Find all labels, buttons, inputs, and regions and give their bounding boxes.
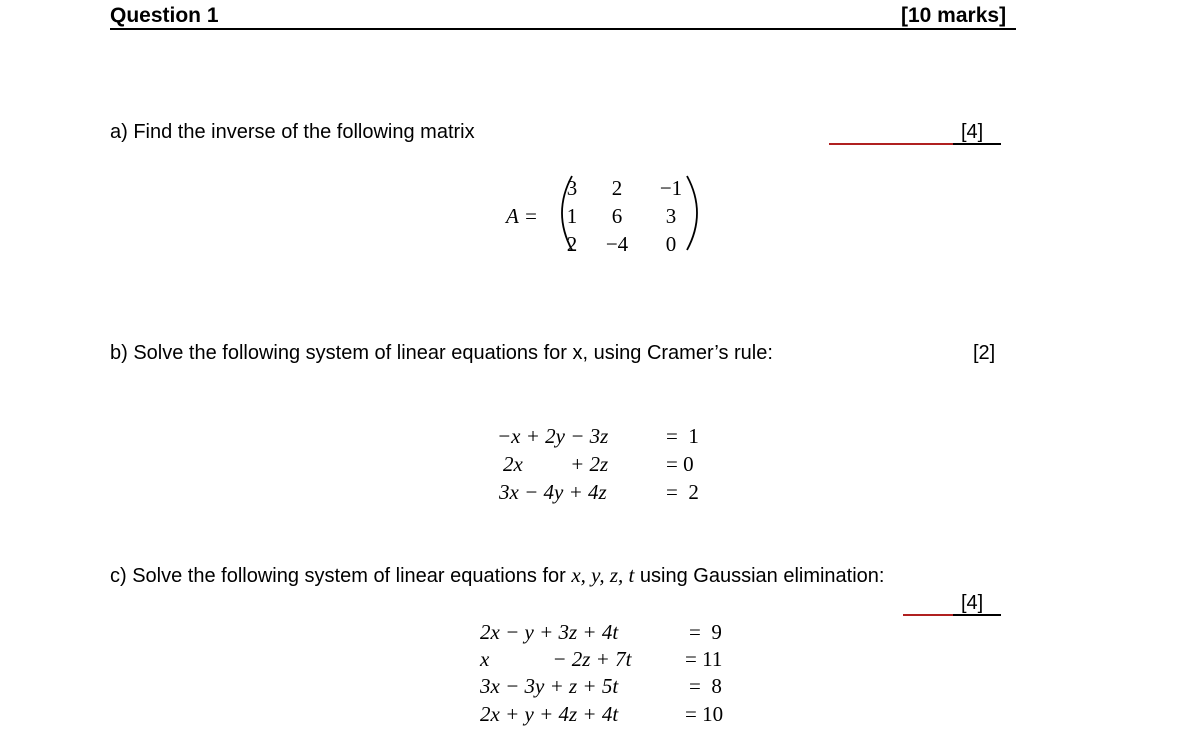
part-a-prompt: a) Find the inverse of the following matrix — [110, 121, 475, 143]
equation-lhs: 2x − y + 3z + 4t — [480, 620, 619, 644]
part-c-prompt-end: using Gaussian elimination: — [634, 565, 885, 587]
equation-lhs: 3x − 3y + z + 5t — [480, 674, 619, 698]
equation-rhs: = 8 — [689, 674, 722, 698]
matrix-label: A = — [506, 204, 538, 228]
header-underline — [110, 28, 1016, 30]
part-b-marks: [2] — [973, 342, 996, 364]
matrix-cell: −1 — [659, 176, 683, 200]
equation-lhs: x − 2z + 7t — [480, 647, 632, 671]
equation-lhs: 3x − 4y + 4z — [499, 480, 607, 504]
matrix-cell: 2 — [611, 176, 623, 200]
matrix-cell: −4 — [605, 232, 629, 256]
equation-rhs: = 1 — [666, 424, 699, 448]
question-total-marks: [10 marks] — [901, 4, 1007, 27]
matrix-cell: 3 — [665, 204, 677, 228]
equation-lhs: −x + 2y − 3z — [497, 424, 609, 448]
equation-rhs: = 11 — [685, 647, 723, 671]
equation-lhs: 2x + y + 4z + 4t — [480, 702, 619, 726]
part-c-prompt-start: c) Solve the following system of linear equations for — [110, 565, 572, 587]
matrix-cell: 0 — [665, 232, 677, 256]
matrix-cell: 3 — [566, 176, 578, 200]
part-b-prompt: b) Solve the following system of linear equations for x, using Cramer’s rule: — [110, 342, 773, 364]
part-a-marks: [4] — [961, 121, 984, 143]
equation-rhs: = 2 — [666, 480, 699, 504]
matrix-cell: 6 — [611, 204, 623, 228]
question-title: Question 1 — [110, 4, 219, 27]
part-c-variables: x, y, z, t — [571, 563, 635, 587]
part-c-prompt — [110, 563, 884, 588]
part-a-answer-line — [829, 143, 953, 145]
equation-rhs: = 0 — [666, 452, 694, 476]
equation-rhs: = 10 — [685, 702, 724, 726]
part-c-answer-line — [903, 614, 953, 616]
equation-lhs: 2x + 2z — [503, 452, 609, 476]
part-c-marks: [4] — [961, 592, 984, 614]
matrix-cell: 2 — [566, 232, 578, 256]
equation-rhs: = 9 — [689, 620, 722, 644]
matrix-cell: 1 — [566, 204, 578, 228]
